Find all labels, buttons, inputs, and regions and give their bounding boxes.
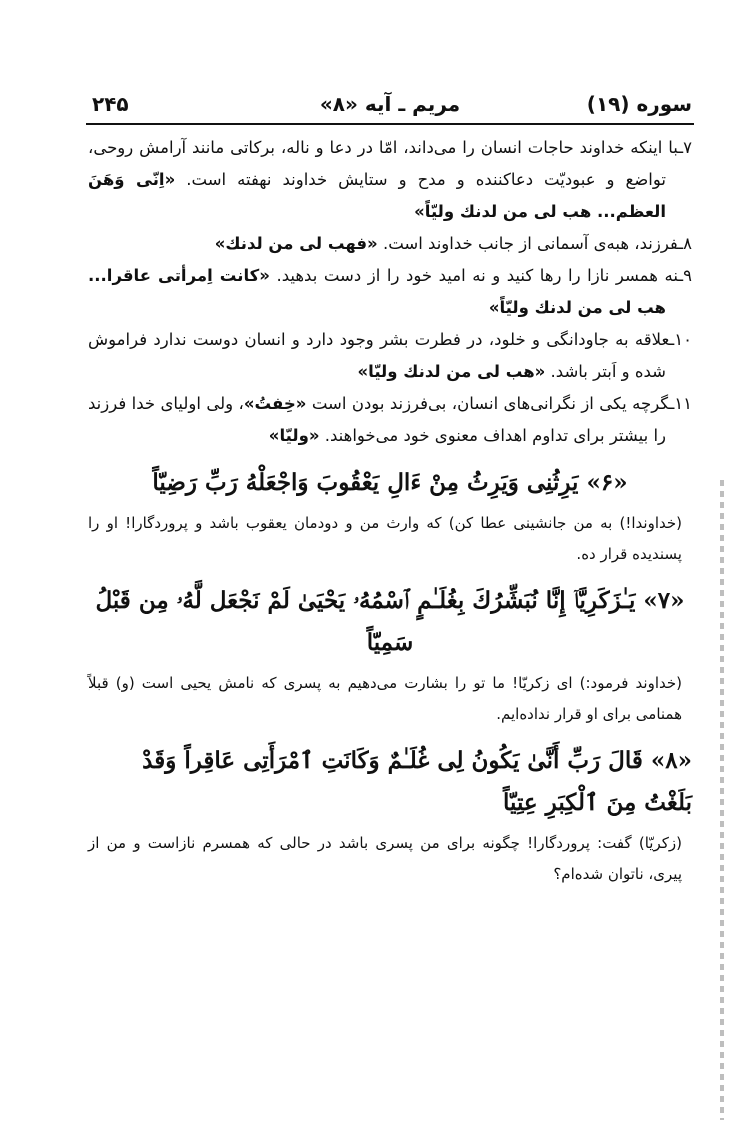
point-text: گرچه یکی از نگرانی‌های انسان، بی‌فرزند بودن است	[311, 394, 670, 413]
verse-translation: (خداوندا!) به من جانشینی عطا کن) که وارث من و دودمان یعقوب باشد و پروردگارا! او را پسندیده قرار ده.	[88, 514, 682, 563]
point-text: فرزند، هبه‌ی آسمانی از جانب خداوند است.	[382, 234, 679, 253]
point-7	[88, 132, 692, 228]
point-text-cont: ، ولی اولیای خدا فرزند را بیشتر برای تداوم اهداف معنوی خود می‌خواهند.	[88, 394, 666, 445]
point-quote: «کانت اِمرأتی عاقرا... هب لی من لدنك ولیّاً»	[88, 266, 666, 317]
point-10	[88, 324, 692, 388]
verse-marker: «۸»	[650, 747, 692, 774]
page-content	[88, 132, 692, 890]
verse-translation: (خداوند فرمود:) ای زکریّا! ما تو را بشارت می‌دهیم به پسری که نامش یحیی است (و) قبلاً همنامی برای او قرار نداده‌ایم.	[88, 674, 682, 723]
verse-8	[88, 740, 692, 824]
point-text: نه همسر نازا را رها کنید و نه امید خود را از دست بدهید.	[276, 266, 679, 285]
verse-arabic: قَالَ رَبِّ أَنَّىٰ یَكُونُ لِی غُلَـٰمٌ وَكَانَتِ ٱمْرَأَتِی عَاقِراً وَقَدْ بَلَغْتُ مِنَ ٱلْكِبَرِ عِتِیّاً	[142, 747, 692, 816]
point-11	[88, 388, 692, 452]
point-9	[88, 260, 692, 324]
page-header	[88, 88, 692, 122]
point-number: ۱۱ـ	[669, 394, 693, 413]
point-quote-inline: «خِفتُ»	[243, 394, 307, 413]
point-8	[88, 228, 692, 260]
point-number: ۹ـ	[678, 266, 693, 285]
point-number: ۱۰ـ	[669, 330, 692, 349]
header-title: مریم ـ آیه «۸»	[319, 92, 461, 116]
verse-translation: (زکریّا) گفت: پروردگارا! چگونه برای من پسری باشد در حالی که همسرم نازاست و من از پیری، ناتوان شده‌ام؟	[88, 834, 682, 883]
verse-marker: «۶»	[586, 469, 628, 496]
page-number: ۲۴۵	[92, 92, 129, 116]
verse-marker: «۷»	[643, 587, 685, 614]
scan-edge-mark	[720, 480, 724, 1120]
verse-7	[88, 580, 692, 664]
point-quote: «فهب لی من لدنك»	[214, 234, 378, 253]
verse-arabic: یَرِثُنِی وَیَرِثُ مِنْ ءَالِ یَعْقُوبَ وَاجْعَلْهُ رَبِّ رَضِیّاً	[152, 469, 579, 496]
verse-6	[88, 462, 692, 504]
point-text: علاقه به جاودانگی و خلود، در فطرت بشر وجود دارد و انسان دوست ندارد فراموش شده و اَبتر باشد.	[88, 330, 670, 381]
point-quote: «ولیّا»	[268, 426, 320, 445]
point-quote: «هب لی من لدنك ولیّا»	[357, 362, 546, 381]
point-quote: «اِنّی وَهَنَ العظم... هب لی من لدنك ولیّاً»	[88, 170, 666, 221]
verse-arabic: یَـٰزَكَرِیَّاۤ إِنَّا نُبَشِّرُكَ بِغُلَـٰمٍ ٱسْمُهُۥ یَحْیَىٰ لَمْ نَجْعَل لَّهُۥ مِن قَبْلُ سَمِیّاً	[95, 587, 636, 656]
surah-label: سوره (۱۹)	[586, 92, 692, 116]
point-number: ۸ـ	[678, 234, 692, 253]
header-rule	[86, 123, 694, 125]
point-text: با اینکه خداوند حاجات انسان را می‌داند، امّا در دعا و ناله، برکاتی مانند آرامش روحی، تواضع و عبودیّت دعاکننده و مدح و ستایش خداوند نهفته است.	[88, 138, 679, 189]
point-number: ۷ـ	[678, 138, 692, 157]
